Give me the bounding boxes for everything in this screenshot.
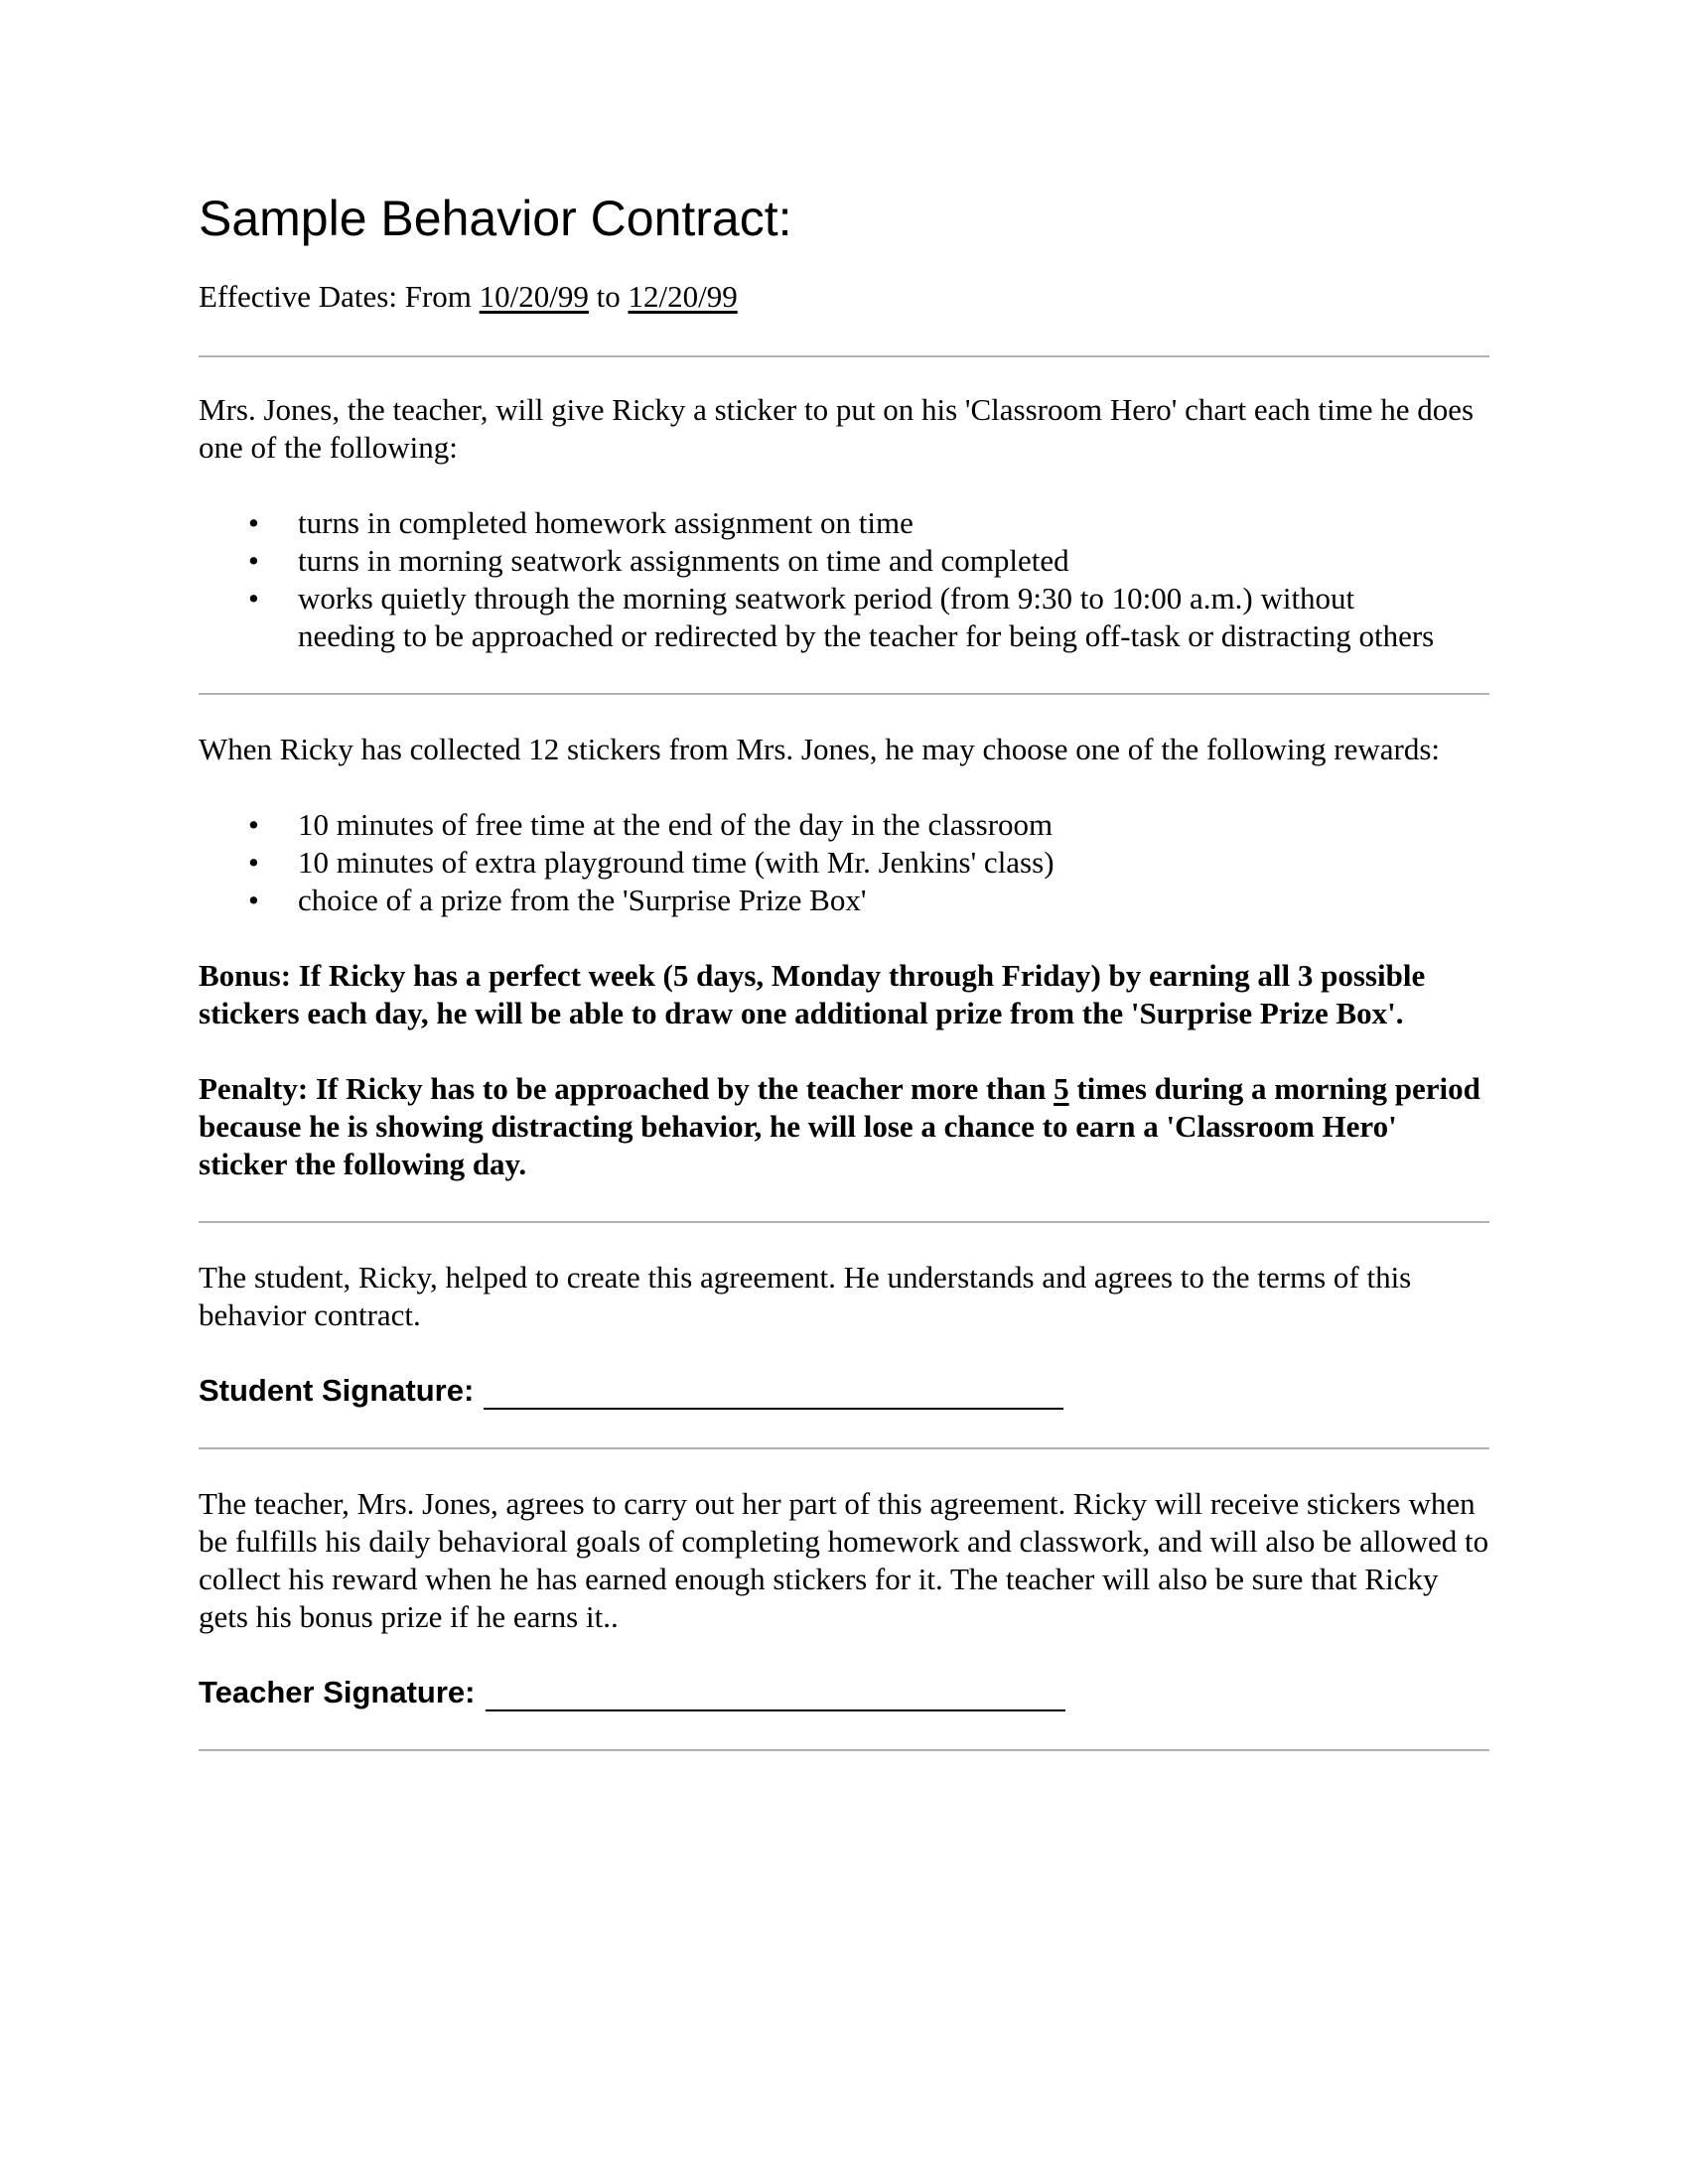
list-item	[199, 844, 1460, 882]
effective-dates-prefix: Effective Dates: From	[199, 279, 472, 314]
penalty-before: Penalty: If Ricky has to be approached by the teacher more than	[199, 1071, 1047, 1106]
sticker-criteria-list	[199, 504, 1489, 655]
divider	[199, 1749, 1489, 1751]
student-signature-row	[199, 1372, 1489, 1410]
student-agreement-text: The student, Ricky, helped to create this agreement. He understands and agrees to the terms of this behavior contract.	[199, 1260, 1412, 1332]
bullet-icon: •	[248, 807, 259, 842]
list-item-text: turns in completed homework assignment on time	[298, 505, 914, 540]
list-item-text: 10 minutes of free time at the end of the day in the classroom	[298, 807, 1054, 842]
divider	[199, 1221, 1489, 1223]
teacher-signature-row	[199, 1674, 1489, 1711]
bullet-icon: •	[248, 845, 259, 880]
list-item	[199, 882, 1460, 919]
bullet-icon: •	[248, 883, 259, 917]
list-item-text: choice of a prize from the 'Surprise Prize Box'	[298, 883, 867, 917]
rewards-list	[199, 806, 1489, 919]
bullet-icon: •	[248, 505, 259, 540]
reward-intro: When Ricky has collected 12 stickers from Mrs. Jones, he may choose one of the following rewards:	[199, 732, 1441, 766]
penalty-number: 5	[1054, 1071, 1069, 1106]
bullet-icon: •	[248, 543, 259, 578]
list-item	[199, 542, 1460, 580]
list-item	[199, 580, 1460, 655]
divider	[199, 1447, 1489, 1449]
teacher-signature-line[interactable]	[486, 1680, 1065, 1711]
date-mid: to	[596, 279, 621, 314]
penalty-after: times during a morning period because he is showing distracting behavior, he will lose a chance to earn a 'Classroom Hero' sticker the following day.	[199, 1071, 1480, 1181]
date-to: 12/20/99	[628, 279, 738, 314]
sticker-intro: Mrs. Jones, the teacher, will give Ricky a sticker to put on his 'Classroom Hero' chart each time he does one of the following:	[199, 392, 1475, 465]
teacher-signature-label: Teacher Signature:	[199, 1675, 476, 1709]
effective-dates	[199, 278, 1489, 316]
student-signature-line[interactable]	[484, 1378, 1063, 1410]
contract-page	[199, 189, 1489, 1751]
divider	[199, 693, 1489, 695]
list-item	[199, 504, 1460, 542]
date-from: 10/20/99	[479, 279, 589, 314]
penalty-text	[199, 1070, 1489, 1183]
student-signature-label: Student Signature:	[199, 1373, 475, 1408]
bonus-text: Bonus: If Ricky has a perfect week (5 days, Monday through Friday) by earning all 3 possible stickers each day, he will be able to draw one additional prize from the 'Surprise Prize Box'.	[199, 958, 1426, 1030]
list-item-text: 10 minutes of extra playground time (with Mr. Jenkins' class)	[298, 845, 1055, 880]
bullet-icon: •	[248, 581, 259, 615]
divider	[199, 355, 1489, 357]
page-title: Sample Behavior Contract:	[199, 191, 792, 246]
list-item-text: turns in morning seatwork assignments on time and completed	[298, 543, 1069, 578]
teacher-agreement-text: The teacher, Mrs. Jones, agrees to carry out her part of this agreement. Ricky will receive stickers when be fulfills his daily behavioral goals of completing homework and classwork, and will also be allowed to collect his reward when he has earned enough stickers for it. The teacher will also be sure that Ricky gets his bonus prize if he earns it..	[199, 1486, 1489, 1634]
list-item	[199, 806, 1460, 844]
list-item-text: works quietly through the morning seatwork period (from 9:30 to 10:00 a.m.) without needing to be approached or redirected by the teacher for being off-task or distracting others	[298, 581, 1435, 653]
